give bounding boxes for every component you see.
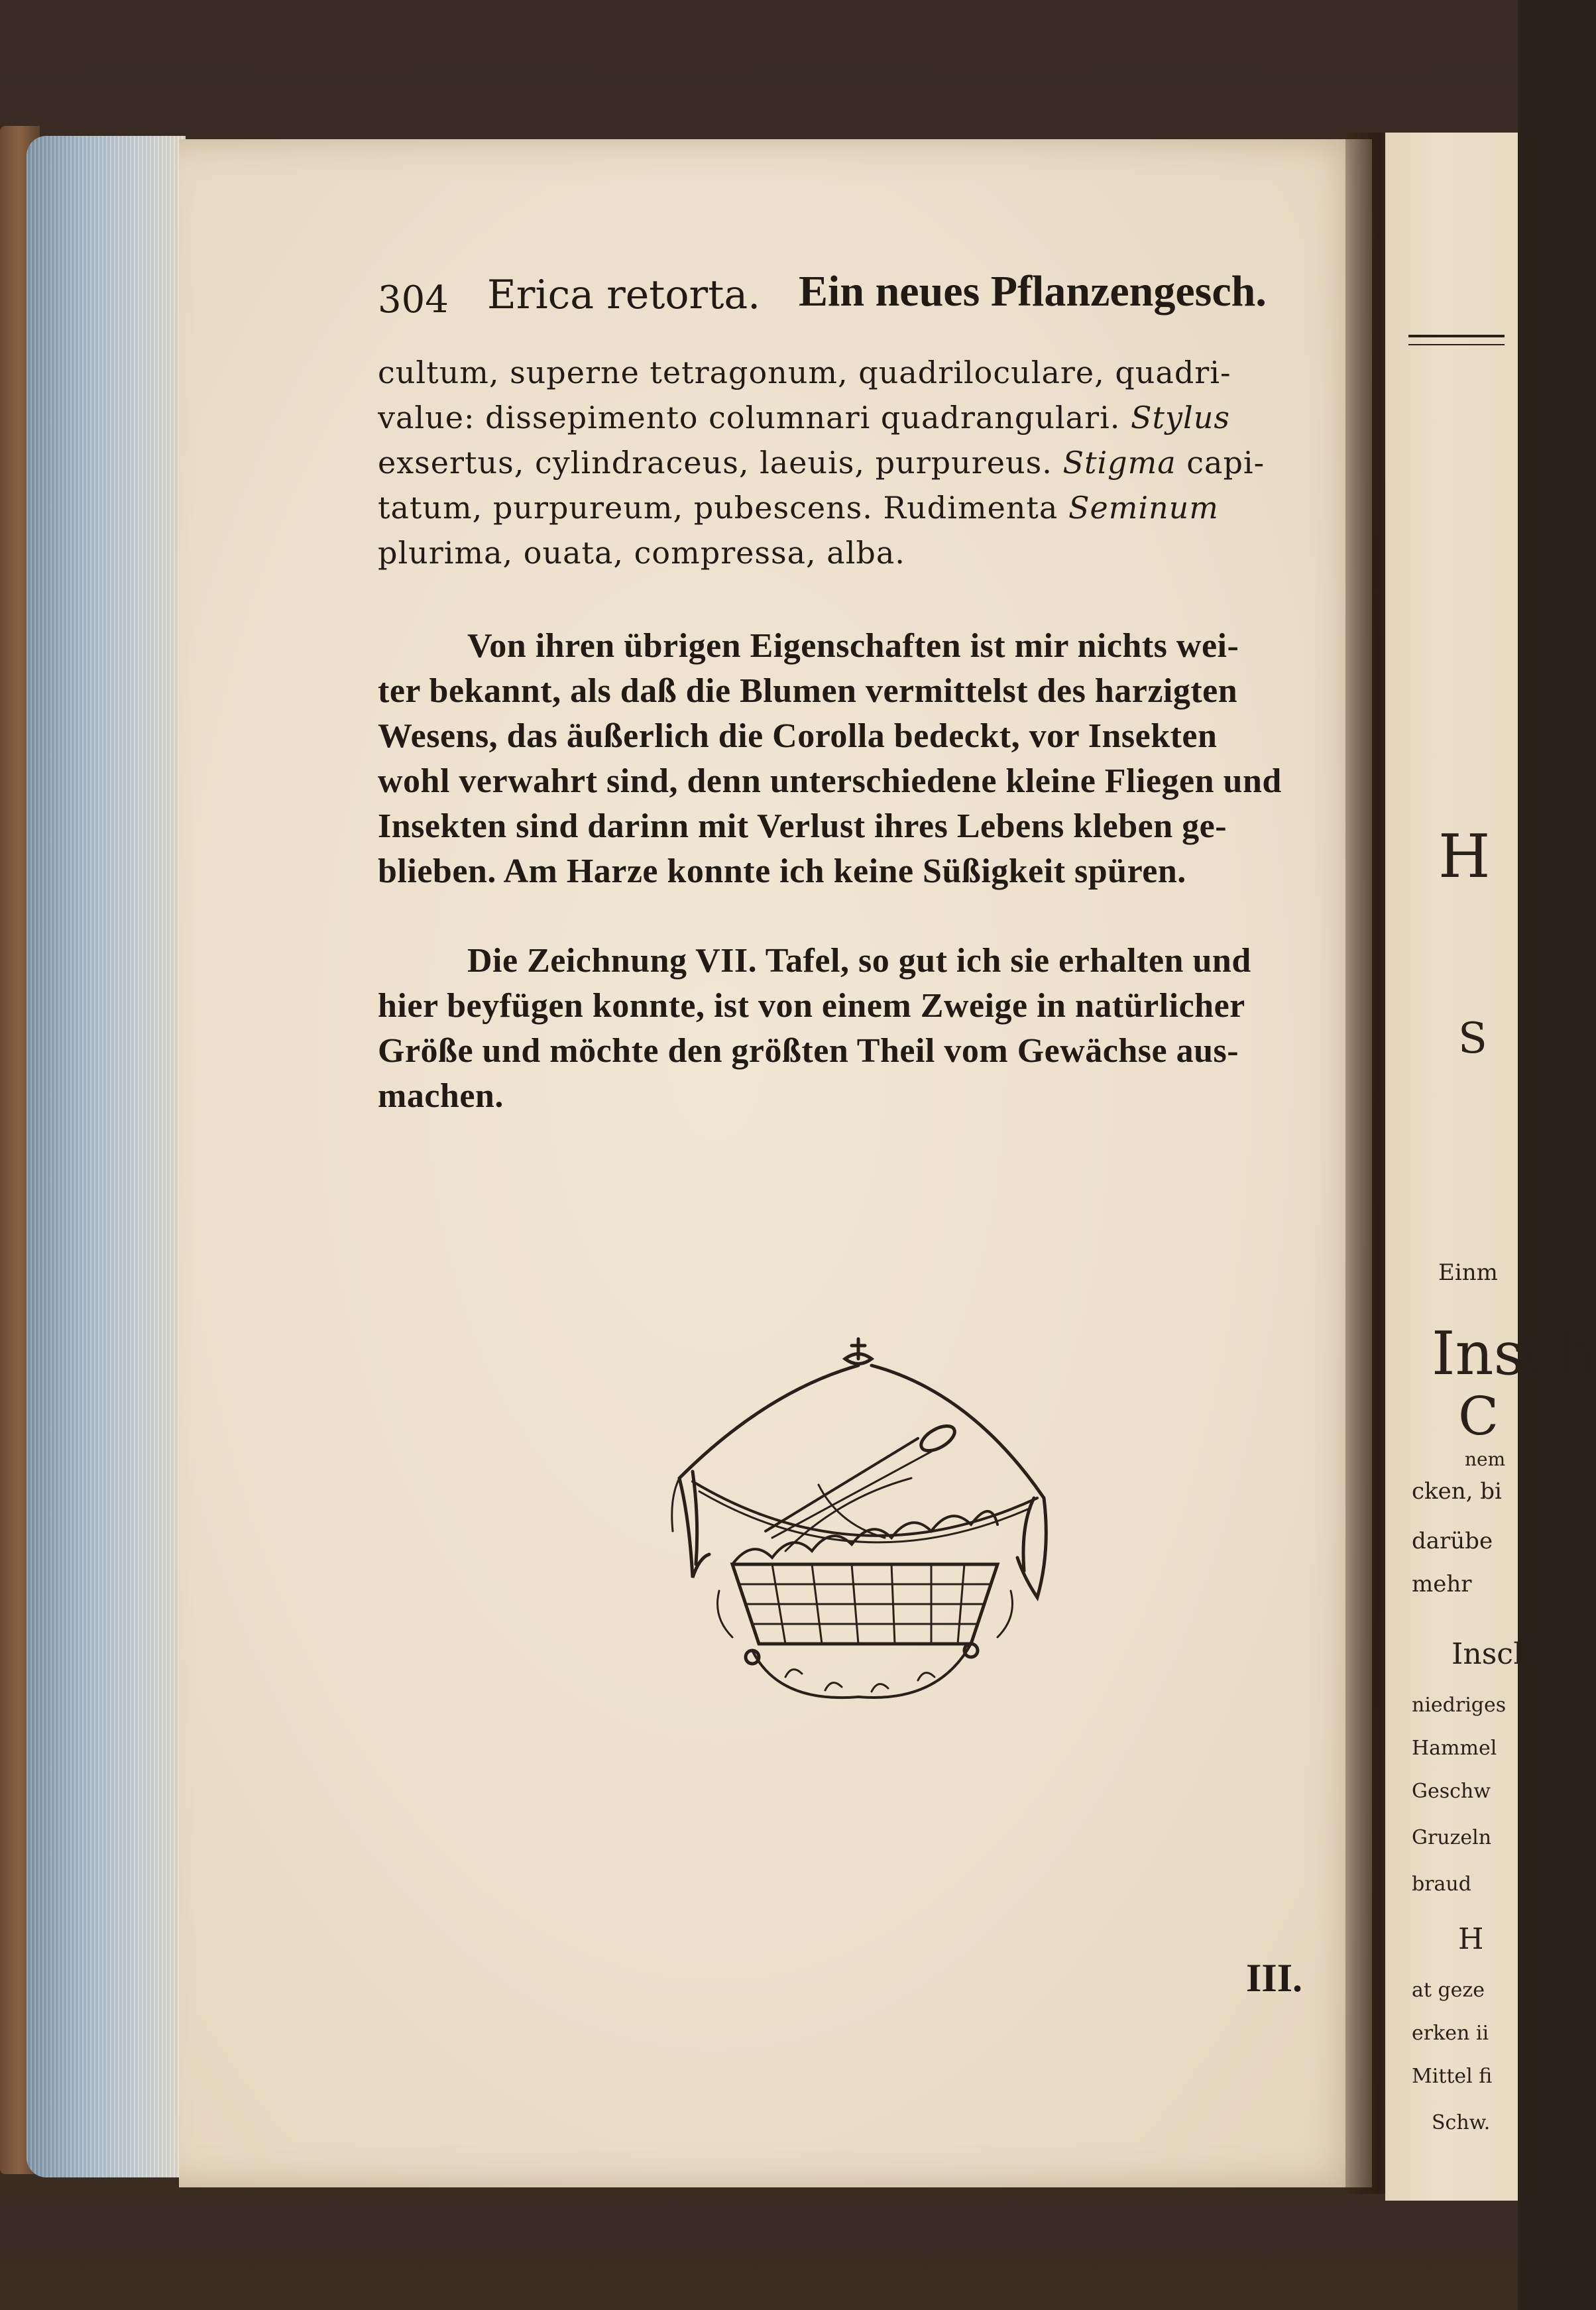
- running-title-latin: Erica retorta.: [487, 272, 761, 318]
- book-page-304: [179, 139, 1372, 2187]
- facing-fragment-18: erken ii: [1412, 2022, 1489, 2045]
- facing-page-fragment: [1385, 133, 1596, 2201]
- facing-fragment-10: Insch: [1452, 1637, 1532, 1671]
- latin-line-1: cultum, superne tetragonum, quadriloculare, quadri-: [378, 355, 1231, 390]
- facing-page-rule: [1408, 335, 1505, 345]
- facing-fragment-20: Schw.: [1432, 2111, 1491, 2134]
- facing-fragment-2: S: [1458, 1014, 1487, 1063]
- latin-line-4-text: tatum, purpureum, pubescens.: [378, 490, 873, 526]
- facing-fragment-6: nem: [1465, 1448, 1506, 1470]
- decorative-vignette: [653, 1339, 1077, 1710]
- latin-line-3-italic: Stigma: [1062, 445, 1176, 481]
- german-p1-line-3: Wesens, das äußerlich die Corolla bedeckt, vor Insekten: [378, 717, 1218, 755]
- latin-line-3-end: capi-: [1186, 445, 1265, 481]
- facing-fragment-15: braud: [1412, 1873, 1471, 1896]
- german-p1-line-4: wohl verwahrt sind, denn unterschiedene kleine Fliegen und: [378, 762, 1282, 800]
- german-p1-line-5: Insekten sind darinn mit Verlust ihres Lebens kleben ge-: [378, 807, 1227, 845]
- facing-fragment-14: Gruzeln: [1412, 1826, 1492, 1849]
- latin-line-3-text: exsertus, cylindraceus, laeuis, purpureus.: [378, 445, 1053, 481]
- latin-line-2-text: value: dissepimento columnari quadrangulari.: [378, 400, 1121, 435]
- facing-fragment-1: H: [1438, 822, 1491, 892]
- latin-line-5: plurima, ouata, compressa, alba.: [378, 535, 905, 571]
- latin-line-3: [378, 445, 1265, 481]
- facing-fragment-16: H: [1458, 1922, 1484, 1956]
- facing-fragment-19: Mittel fi: [1412, 2065, 1493, 2088]
- facing-fragment-12: Hammel: [1412, 1737, 1497, 1760]
- german-p2-line-2: hier beyfügen konnte, ist von einem Zweige in natürlicher: [378, 987, 1245, 1025]
- facing-fragment-17: at geze: [1412, 1979, 1485, 2002]
- latin-line-2-italic: Stylus: [1131, 400, 1230, 435]
- german-p2-line-4: machen.: [378, 1077, 504, 1115]
- latin-line-4-tail: Rudimenta: [883, 490, 1058, 526]
- facing-fragment-9: mehr: [1412, 1571, 1472, 1597]
- facing-fragment-13: Geschw: [1412, 1780, 1491, 1803]
- running-title-german: Ein neues Pflanzengesch.: [799, 267, 1267, 316]
- german-p1-line-2: ter bekannt, als daß die Blumen vermittelst des harzigten: [378, 672, 1238, 710]
- facing-fragment-11: niedriges: [1412, 1694, 1507, 1717]
- facing-fragment-3: Einm: [1438, 1259, 1498, 1286]
- german-p1-line-1: Von ihren übrigen Eigenschaften ist mir nichts wei-: [467, 627, 1239, 665]
- page-number: 304: [378, 278, 449, 321]
- latin-line-4: [378, 490, 1219, 526]
- facing-fragment-5: C: [1458, 1385, 1499, 1447]
- latin-line-2: [378, 400, 1230, 435]
- latin-line-4-italic: Seminum: [1068, 490, 1219, 526]
- german-p2-line-1: Die Zeichnung VII. Tafel, so gut ich sie erhalten und: [467, 942, 1251, 980]
- facing-fragment-4: Insch: [1432, 1319, 1596, 1389]
- german-p1-line-6: blieben. Am Harze konnte ich keine Süßigkeit spüren.: [378, 852, 1186, 890]
- german-p2-line-3: Größe und möchte den größten Theil vom Gewächse aus-: [378, 1032, 1239, 1070]
- page-block-edge: [27, 136, 186, 2177]
- catchword: III.: [1246, 1956, 1303, 2000]
- facing-fragment-8: darübe: [1412, 1528, 1493, 1554]
- facing-fragment-7: cken, bi: [1412, 1478, 1502, 1505]
